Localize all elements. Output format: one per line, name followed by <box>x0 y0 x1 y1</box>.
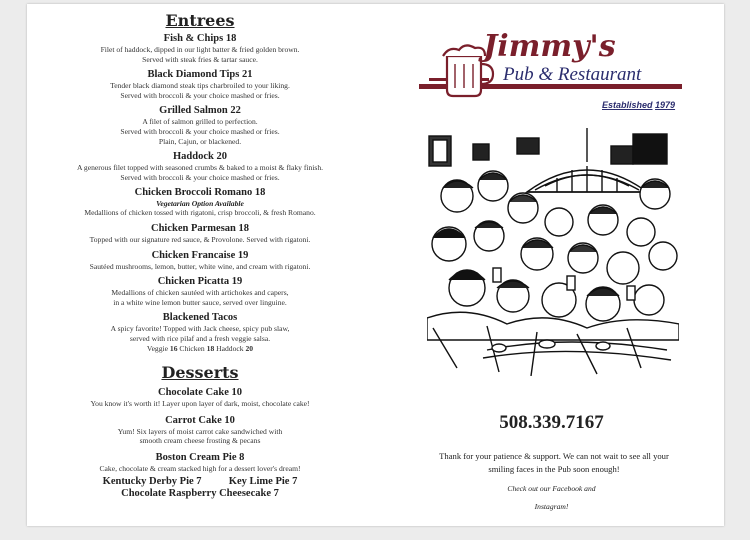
entree-list <box>27 33 373 344</box>
menu-item-description: Cake, chocolate & cream stacked high for a dessert lover's dream! <box>99 463 301 473</box>
facebook-note: Check out our Facebook and <box>507 484 596 493</box>
menu-item-name: Chicken Francaise 19 <box>151 249 249 261</box>
menu-item <box>27 105 373 146</box>
dessert-list <box>27 387 373 473</box>
menu-left-page <box>27 4 373 526</box>
menu-item-description: smooth cream cheese frosting & pecans <box>139 436 261 446</box>
menu-item-description: You know it's worth it! Layer upon layer of dark, moist, chocolate cake! <box>90 399 310 409</box>
thank-you-message: Thank for your patience & support. We can not wait to see all your smiling faces in the Pub soon enough! <box>439 451 669 474</box>
menu-item <box>27 387 373 409</box>
menu-item-description: Served with steak fries & tartar sauce. <box>142 54 258 64</box>
menu-item-description: in a white wine lemon butter sauce, served over linguine. <box>113 297 287 307</box>
menu-item-description: Yum! Six layers of moist carrot cake sandwiched with <box>117 426 283 436</box>
entrees-heading: Entrees <box>165 11 235 30</box>
menu-item <box>27 452 373 474</box>
chocolate-raspberry-cheesecake: Chocolate Raspberry Cheesecake 7 <box>121 488 279 500</box>
menu-item <box>27 33 373 64</box>
menu-item-variant: Vegetarian Option Available <box>156 199 244 209</box>
menu-item-name: Chicken Broccoli Romano 18 <box>134 187 266 199</box>
menu-sheet <box>27 4 724 526</box>
menu-item-description: A spicy favorite! Topped with Jack cheese, spicy pub slaw, <box>110 324 290 334</box>
menu-item-description: Medallions of chicken sautéed with artichokes and capers, <box>111 288 289 298</box>
established-label: Established <box>602 100 653 110</box>
menu-item <box>27 250 373 272</box>
menu-item-description: Served with broccoli & your choice mashed or fries. <box>120 90 280 100</box>
desserts-heading: Desserts <box>161 363 239 383</box>
menu-item-name: Carrot Cake 10 <box>165 414 235 426</box>
menu-item-description: Sautéed mushrooms, lemon, butter, white wine, and cream with rigatoni. <box>89 261 311 271</box>
menu-item-description: A filet of salmon grilled to perfection. <box>142 117 258 127</box>
menu-item-name: Chicken Parmesan 18 <box>151 222 249 234</box>
menu-item-name: Black Diamond Tips 21 <box>147 69 253 81</box>
menu-item-description: Topped with our signature red sauce, & Provolone. Served with rigatoni. <box>89 234 311 244</box>
menu-item-name: Chicken Picatta 19 <box>157 276 243 288</box>
menu-item-name: Grilled Salmon 22 <box>159 105 241 117</box>
menu-item <box>27 276 373 307</box>
veggie-price: 16 <box>169 343 178 353</box>
haddock-label: Haddock <box>216 343 244 353</box>
menu-item-description: Filet of haddock, dipped in our light batter & fried golden brown. <box>100 45 300 54</box>
menu-item-name: Blackened Tacos <box>162 312 238 324</box>
brand-name: Jimmy's <box>483 29 616 64</box>
menu-item <box>27 415 373 446</box>
menu-item <box>27 69 373 100</box>
jimmys-logo <box>419 26 687 104</box>
menu-item-description: Plain, Cajun, or blackened. <box>158 136 242 146</box>
chicken-price: 18 <box>206 343 215 353</box>
menu-item-description: Served with broccoli & your choice mashed or fries. <box>120 126 280 136</box>
instagram-note: Instagram! <box>534 502 569 511</box>
menu-item <box>27 187 373 218</box>
menu-item-name: Chocolate Cake 10 <box>158 387 242 399</box>
pub-crowd-illustration <box>427 128 679 376</box>
menu-right-page <box>379 4 724 526</box>
menu-item-name: Fish & Chips 18 <box>163 33 237 44</box>
chicken-label: Chicken <box>179 343 205 353</box>
menu-item-description: Served with broccoli & your choice mashed or fries. <box>120 172 280 182</box>
established-year: 1979 <box>655 100 676 110</box>
menu-item <box>27 312 373 343</box>
veggie-label: Veggie <box>146 343 169 353</box>
menu-item-description: served with rice pilaf and a fresh veggie salsa. <box>129 333 271 343</box>
brand-subtitle: Pub & Restaurant <box>503 64 642 85</box>
menu-item-description: Medallions of chicken tossed with rigatoni, crisp broccoli, & fresh Romano. <box>84 208 316 218</box>
haddock-price: 20 <box>245 343 254 353</box>
kentucky-derby-pie: Kentucky Derby Pie 7 <box>102 476 202 488</box>
menu-item-description: A generous filet topped with seasoned crumbs & baked to a moist & flaky finish. <box>76 163 324 173</box>
dessert-row-1 <box>27 476 373 488</box>
menu-item-description: Tender black diamond steak tips charbroiled to your liking. <box>110 81 290 91</box>
menu-item-name: Haddock 20 <box>173 151 227 163</box>
phone-number[interactable]: 508.339.7167 <box>499 412 604 433</box>
menu-item-name: Boston Cream Pie 8 <box>155 451 245 463</box>
taco-prices <box>27 344 373 354</box>
established <box>602 100 675 110</box>
menu-item <box>27 151 373 182</box>
menu-item <box>27 223 373 245</box>
key-lime-pie: Key Lime Pie 7 <box>228 476 298 488</box>
